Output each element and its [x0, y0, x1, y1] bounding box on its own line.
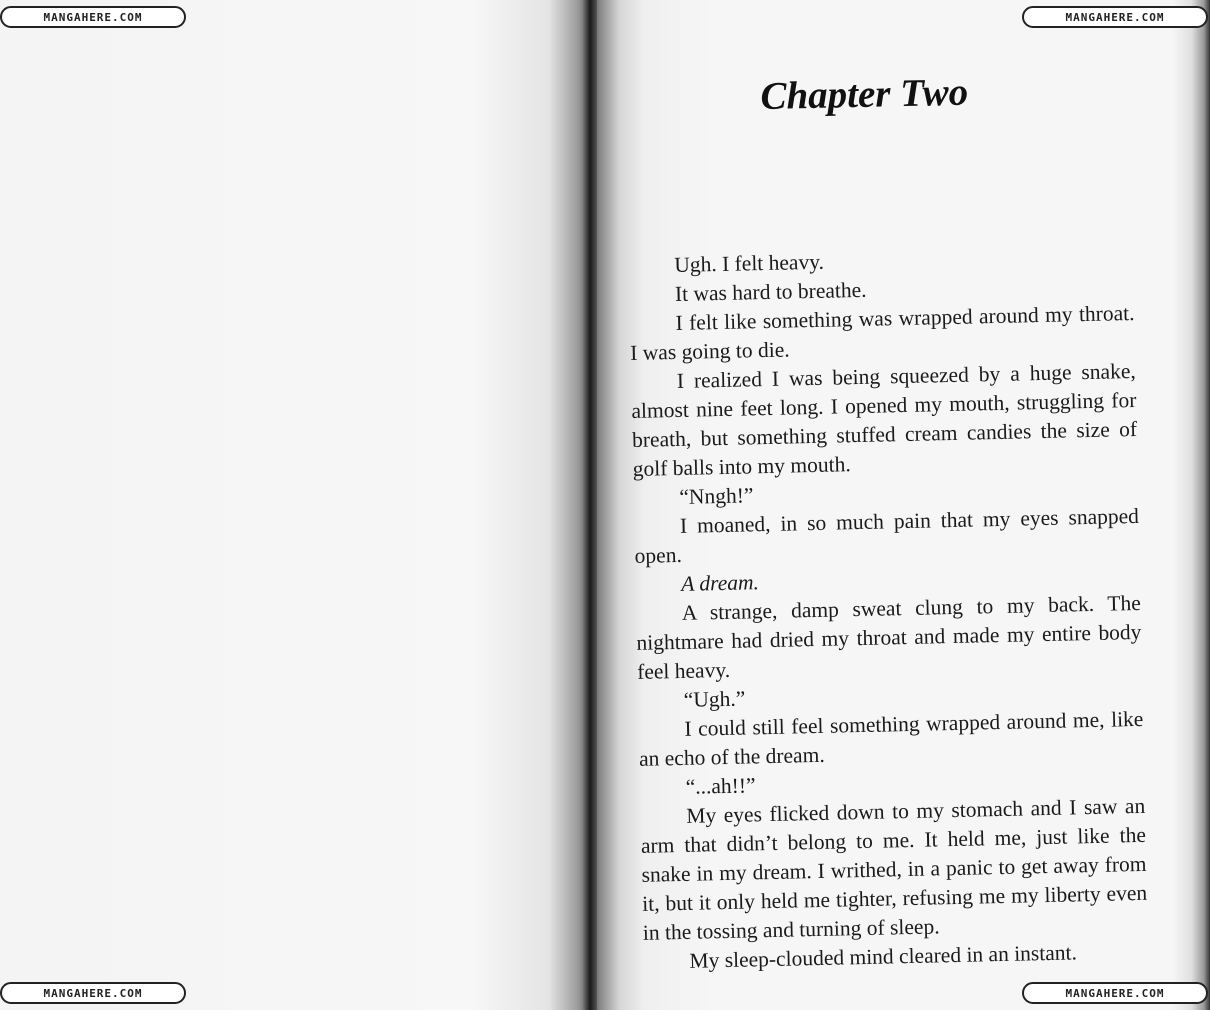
paragraph: I moaned, in so much pain that my eyes snapped open. — [634, 503, 1140, 568]
paragraph: Ugh. I felt heavy. — [674, 249, 825, 277]
chapter-title: Chapter Two — [760, 70, 969, 118]
paragraph: “Nngh!” — [679, 483, 754, 509]
paragraph: “Ugh.” — [683, 686, 746, 712]
paragraph: I felt like something was wrapped around my throat. I was going to die. — [629, 300, 1135, 365]
paragraph: My eyes flicked down to my stomach and I saw an arm that didn’t belong to me. It held me, just like the snake in my dream. I writhed, in a panic to get away from it, but it only held me tighter, refusing me my liberty even in the tossing and turning of sleep. — [640, 793, 1148, 945]
paragraph: I could still feel something wrapped around me, like an echo of the dream. — [638, 706, 1144, 771]
left-page — [0, 0, 590, 1010]
paragraph: My sleep-clouded mind cleared in an instant. — [689, 940, 1078, 973]
book-spine — [583, 0, 597, 1010]
watermark-top-right: MANGAHERE.COM — [1022, 6, 1208, 28]
paragraph: It was hard to breathe. — [674, 277, 867, 306]
paragraph: A strange, damp sweat clung to my back. The nightmare had dried my throat and made my entire body feel heavy. — [636, 590, 1142, 684]
watermark-bottom-left: MANGAHERE.COM — [0, 982, 186, 1004]
watermark-bottom-right: MANGAHERE.COM — [1022, 982, 1208, 1004]
paragraph-italic: A dream. — [680, 570, 760, 596]
paragraph: I realized I was being squeezed by a huge snake, almost nine feet long. I opened my mouth, struggling for breath, but something stuffed cream candies the size of golf balls into my mouth. — [631, 358, 1138, 481]
watermark-top-left: MANGAHERE.COM — [0, 6, 186, 28]
chapter-body — [628, 241, 1149, 977]
paragraph: “...ah!!” — [685, 773, 756, 799]
